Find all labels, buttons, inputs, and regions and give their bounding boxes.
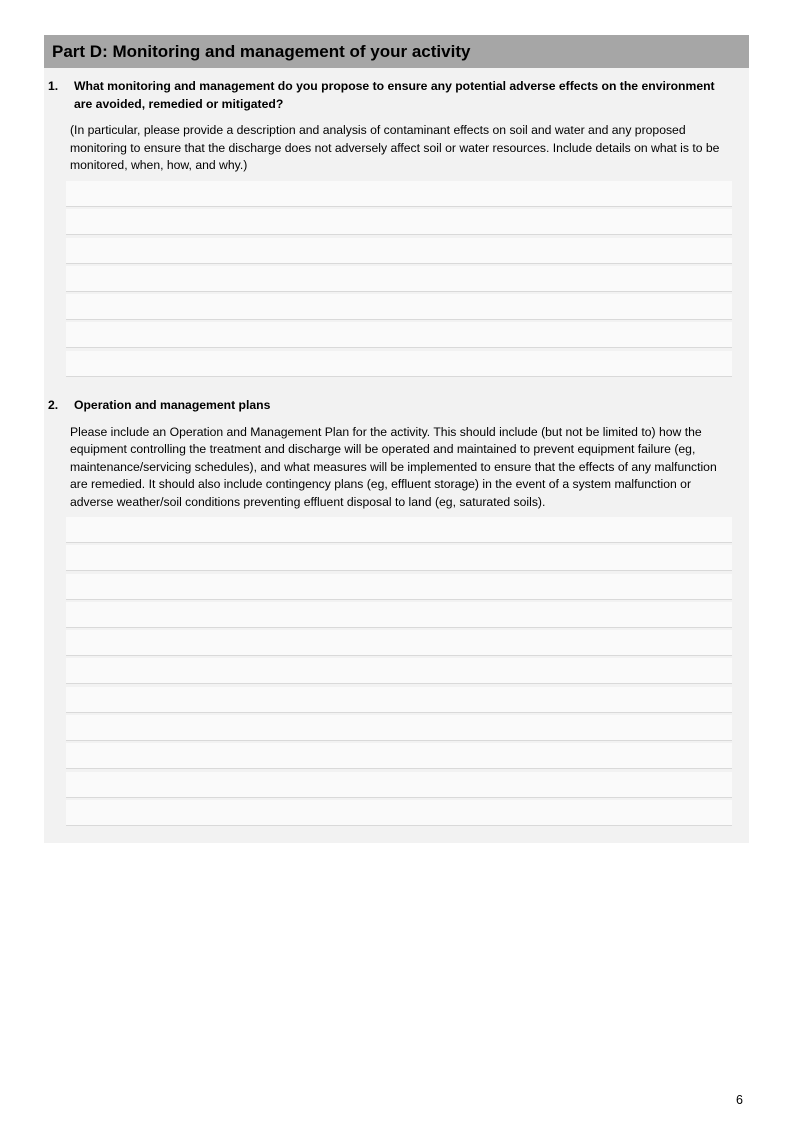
question-1-description: (In particular, please provide a description and analysis of contaminant effects on soil and water and any proposed monitoring to ensure that the discharge does not adversely affect soil or water resources. Include details on what is to be monitored, when, how, and why.) (70, 123, 720, 172)
answer-line[interactable] (66, 602, 732, 628)
question-2-heading-row (44, 397, 749, 415)
answer-line[interactable] (66, 351, 732, 377)
answer-line[interactable] (66, 181, 732, 207)
section-title: Part D: Monitoring and management of your activity (52, 41, 471, 61)
question-2-description: Please include an Operation and Management Plan for the activity. This should include (but not be limited to) how the equipment controlling the treatment and discharge will be operated and maintained to prevent equipment failure (eg, maintenance/servicing schedules), and what measures will be implemented to ensure that the effects of any malfunction are remedied. It should also include contingency plans (eg, effluent storage) in the event of a system malfunction or adverse weather/soil conditions preventing effluent disposal to land (eg, saturated soils). (70, 424, 717, 509)
question-1-heading-row (44, 78, 749, 113)
question-2-number: 2. (48, 398, 59, 412)
question-1-heading: What monitoring and management do you propose to ensure any potential adverse effects on the environment are avoided, remedied or mitigated? (74, 79, 715, 111)
answer-line[interactable] (66, 574, 732, 600)
page-number: 6 (736, 1093, 743, 1107)
answer-line[interactable] (66, 772, 732, 798)
section-header (44, 35, 749, 68)
question-1-number: 1. (48, 79, 59, 93)
answer-line[interactable] (66, 800, 732, 826)
part-d-section (44, 35, 749, 843)
answer-line[interactable] (66, 658, 732, 684)
answer-line[interactable] (66, 322, 732, 348)
answer-line[interactable] (66, 517, 732, 543)
question-2-heading: Operation and management plans (74, 398, 271, 412)
question-1-answer-area[interactable] (66, 181, 732, 379)
answer-line[interactable] (66, 715, 732, 741)
answer-line[interactable] (66, 545, 732, 571)
answer-line[interactable] (66, 630, 732, 656)
question-1 (44, 78, 749, 175)
answer-line[interactable] (66, 743, 732, 769)
answer-line[interactable] (66, 294, 732, 320)
answer-line[interactable] (66, 238, 732, 264)
answer-line[interactable] (66, 266, 732, 292)
question-2-answer-area[interactable] (66, 517, 732, 828)
answer-line[interactable] (66, 687, 732, 713)
answer-line[interactable] (66, 209, 732, 235)
question-2 (44, 397, 749, 511)
